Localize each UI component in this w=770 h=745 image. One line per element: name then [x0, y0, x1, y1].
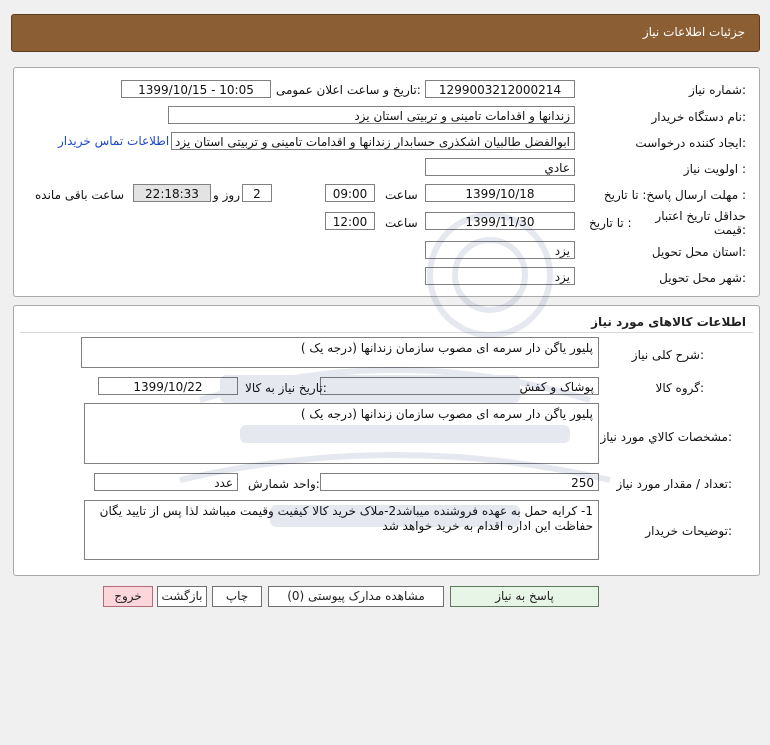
validity-date-field: 1399/11/30	[425, 212, 575, 230]
unit-field: عدد	[94, 473, 238, 491]
back-button[interactable]: بازگشت	[157, 586, 207, 607]
validity-time-label: ساعت	[385, 216, 418, 230]
validity-time-field: 12:00	[325, 212, 375, 230]
remaining-label: ساعت باقی مانده	[35, 188, 125, 202]
deadline-time-field: 09:00	[325, 184, 375, 202]
exit-button[interactable]: خروج	[103, 586, 153, 607]
buyer-notes-field: 1- کرایه حمل به عهده فروشنده میباشد2-ملاک خرید کالا کیفیت وقیمت میباشد لذا پس از تایید یگان حفاظت این اداره اقدام به خرید خواهد شد	[84, 500, 599, 560]
quantity-field: 250	[320, 473, 599, 491]
view-attachments-button[interactable]: مشاهده مدارک پیوستی (0)	[268, 586, 444, 607]
general-desc-label: شرح کلی نیاز:	[631, 348, 704, 362]
page-title: جزئیات اطلاعات نیاز	[642, 25, 745, 39]
announce-field: 1399/10/15 - 10:05	[121, 80, 271, 98]
province-field: یزد	[425, 241, 575, 259]
need-number-field: 1299003212000214	[425, 80, 575, 98]
priority-field: عادي	[425, 158, 575, 176]
creator-label: ایجاد کننده درخواست:	[635, 136, 746, 150]
print-button[interactable]: چاپ	[212, 586, 262, 607]
buyer-notes-label: توضیحات خریدار:	[645, 524, 732, 538]
goods-section-title: اطلاعات کالاهای مورد نیاز	[591, 315, 746, 329]
remaining-time-field: 22:18:33	[133, 184, 211, 202]
reply-button[interactable]: پاسخ به نیاز	[450, 586, 599, 607]
goods-group-field: پوشاک و کفش	[320, 377, 599, 395]
need-date-label: تاریخ نیاز به کالا:	[245, 381, 327, 395]
days-label: روز و	[213, 188, 240, 202]
announce-label: تاریخ و ساعت اعلان عمومی:	[276, 83, 421, 97]
details-panel	[13, 67, 760, 297]
page-header	[11, 14, 760, 52]
creator-field: ابوالفضل طالبیان اشکذری حسابدار زندانها و اقدامات تامینی و تربیتی استان یزد	[171, 132, 575, 150]
validity-label: حداقل تاریخ اعتبار قیمت:	[655, 209, 746, 237]
buyer-org-field: زندانها و اقدامات تامینی و تربیتی استان یزد	[168, 106, 575, 124]
priority-label: اولویت نیاز :	[683, 162, 746, 176]
general-desc-field: پلیور یاگن دار سرمه ای مصوب سازمان زندانها (درجه یک )	[81, 337, 599, 368]
city-label: شهر محل تحویل:	[659, 271, 746, 285]
deadline-label: مهلت ارسال پاسخ: تا تاریخ :	[603, 188, 746, 202]
specs-label: مشخصات کالاي مورد نياز:	[600, 430, 732, 444]
quantity-label: تعداد / مقدار مورد نیاز:	[616, 477, 732, 491]
province-label: استان محل تحویل:	[651, 245, 746, 259]
buyer-org-label: نام دستگاه خریدار:	[651, 110, 746, 124]
days-remaining-field: 2	[242, 184, 272, 202]
validity-to-label: تا تاریخ :	[589, 216, 632, 230]
goods-group-label: گروه کالا:	[655, 381, 704, 395]
need-number-label: شماره نیاز:	[688, 83, 746, 97]
deadline-time-label: ساعت	[385, 188, 418, 202]
goods-section-divider	[20, 332, 753, 333]
specs-field: پلیور یاگن دار سرمه ای مصوب سازمان زندانها (درجه یک )	[84, 403, 599, 464]
contact-info-link[interactable]: اطلاعات تماس خریدار	[58, 134, 170, 148]
city-field: یزد	[425, 267, 575, 285]
deadline-date-field: 1399/10/18	[425, 184, 575, 202]
need-date-field: 1399/10/22	[98, 377, 238, 395]
unit-label: واحد شمارش:	[248, 477, 320, 491]
